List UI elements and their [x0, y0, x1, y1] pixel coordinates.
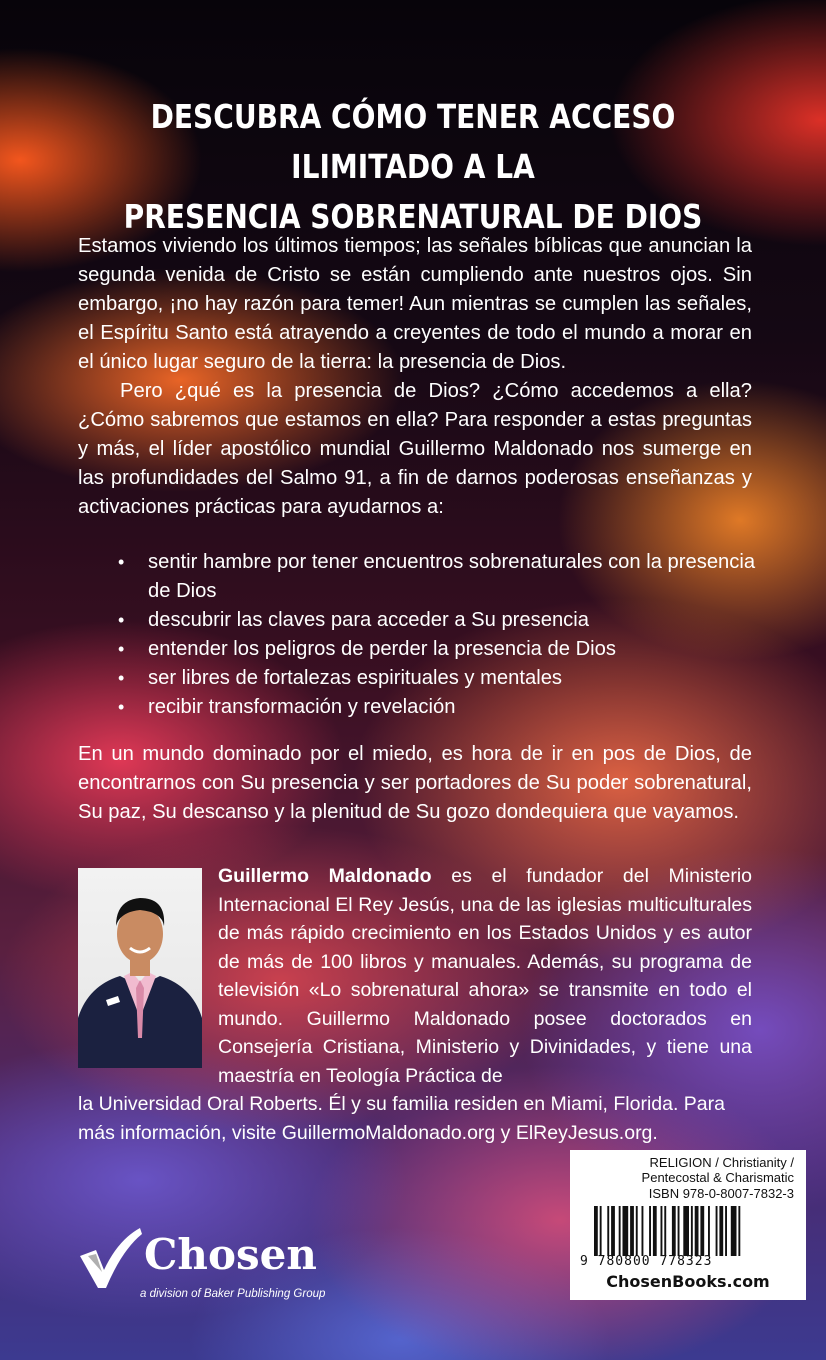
bullet-icon: • — [118, 697, 125, 717]
questions-paragraph: Pero ¿qué es la presencia de Dios? ¿Cómo accedemos a ella? ¿Cómo sabremos que estamos en ella? Para responder a estas preguntas y más, el líder apostólico mundial Guillermo Maldonado nos sumerge en las profundidades del Salmo 91, a fin de darnos poderosas enseñanzas y activaciones prácticas para ayudarnos a: — [78, 380, 752, 518]
author-bio — [218, 862, 752, 1090]
bisac-category: RELIGION / Christianity / Pentecostal & Charismatic — [641, 1155, 794, 1185]
headline-line-1: DESCUBRA CÓMO TENER ACCESO ILIMITADO A LA — [150, 97, 676, 186]
bullet-icon: • — [118, 668, 125, 688]
publisher-subtitle: a division of Baker Publishing Group — [140, 1288, 326, 1300]
closing-paragraph: En un mundo dominado por el miedo, es hora de ir en pos de Dios, de encontrarnos con Su presencia y ser portadores de Su poder sobrenatural, Su paz, Su descanso y la plenitud de Su gozo dondequiera que vayamos. — [78, 743, 752, 823]
publisher-name: Chosen — [144, 1230, 317, 1279]
headline — [96, 92, 730, 242]
barcode-panel — [570, 1150, 806, 1300]
intro-paragraph: Estamos viviendo los últimos tiempos; las señales bíblicas que anuncian la segunda venida de Cristo se están cumpliendo ante nuestros ojos. Sin embargo, ¡no hay razón para temer! Aun mientras se cumplen las señales, el Espíritu Santo está atrayendo a creyentes de todo el mundo a morar en el único lugar seguro de la tierra: la presencia de Dios. — [78, 235, 752, 373]
list-item: • recibir transformación y revelación — [118, 693, 758, 722]
headline-line-2: PRESENCIA SOBRENATURAL DE DIOS — [123, 197, 703, 236]
list-item: • entender los peligros de perder la presencia de Dios — [118, 635, 758, 664]
chosen-checkmark-icon — [78, 1226, 144, 1292]
author-name: Guillermo Maldonado — [218, 865, 432, 887]
author-bio-text: es el fundador del Ministerio Internacional El Rey Jesús, una de las iglesias multiculturales de más rápido crecimiento en los Estados Unidos y es autor de más de 100 libros y manuales. Además, su programa de televisión «Lo sobrenatural ahora» se transmite en todo el mundo. Guillermo Maldonado posee doctorados en Consejería Cristiana, Ministerio y Divinidades, y tiene una maestría en Teología Práctica de — [218, 865, 752, 1087]
list-item: • descubrir las claves para acceder a Su presencia — [118, 606, 758, 635]
publisher-logo — [78, 1226, 358, 1306]
benefits-list — [118, 548, 758, 722]
barcode-icon — [594, 1206, 784, 1256]
isbn-text: ISBN 978-0-8007-7832-3 — [648, 1186, 794, 1201]
bullet-icon: • — [118, 610, 125, 630]
barcode-digits: 9 780800 778323 — [580, 1254, 713, 1269]
bullet-icon: • — [118, 552, 125, 572]
list-item: • sentir hambre por tener encuentros sobrenaturales con la presencia de Dios — [118, 548, 758, 606]
author-portrait-illustration — [78, 868, 202, 1068]
author-photo — [78, 868, 202, 1068]
publisher-website: ChosenBooks.com — [606, 1272, 770, 1291]
list-item: • ser libres de fortalezas espirituales y mentales — [118, 664, 758, 693]
author-bio-continued: la Universidad Oral Roberts. Él y su familia residen en Miami, Florida. Para más información, visite GuillermoMaldonado.org y ElReyJesus.org. — [78, 1093, 725, 1144]
bullet-icon: • — [118, 639, 125, 659]
